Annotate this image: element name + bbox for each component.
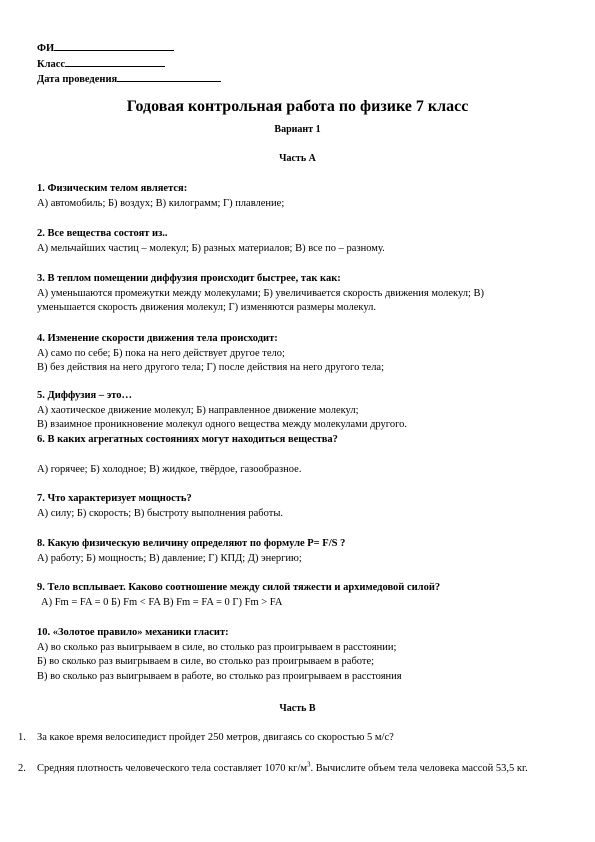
variant-label: Вариант 1 [274, 124, 321, 135]
answer-line: А) во сколько раз выигрываем в силе, во столько раз проигрываем в расстоянии; [37, 641, 397, 653]
question-6 [37, 433, 562, 477]
answer-line: А) мельчайших частиц – молекул; Б) разных материалов; В) все по – разному. [37, 242, 385, 254]
question-text: 2. Все вещества состоят из.. [37, 228, 168, 239]
task-text [37, 762, 547, 777]
question-text: 4. Изменение скорости движения тела происходит: [37, 333, 278, 344]
question-9 [37, 581, 562, 610]
question-10 [37, 626, 562, 684]
question-8 [37, 537, 562, 566]
answer-line: А) силу; Б) скорость; В) быстроту выполнения работы. [37, 507, 284, 519]
answer-line: А) хаотическое движение молекул; Б) направленное движение молекул; [37, 404, 359, 416]
answer-line: А) Fm = FA = 0 Б) Fm < FA В) Fm = FA = 0 Г) Fm > FA [41, 596, 283, 608]
task-text: За какое время велосипедист пройдет 250 метров, двигаясь со скоростью 5 м/с? [37, 732, 394, 743]
part-b-task-1 [18, 731, 558, 746]
question-3 [37, 272, 562, 316]
question-text: 9. Тело всплывает. Каково соотношение между силой тяжести и архимедовой силой? [37, 582, 441, 593]
question-text: 8. Какую физическую величину определяют по формуле P= F/S ? [37, 538, 346, 549]
question-text: 1. Физическим телом является: [37, 183, 188, 194]
answer-line: уменьшается скорость движения молекул; Г) изменяются размеры молекул. [37, 302, 377, 313]
part-b-heading: Часть В [279, 703, 316, 714]
class-label: Класс [37, 59, 66, 70]
answer-line: В) взаимное проникновение молекул одного вещества между молекулами другого. [37, 419, 407, 430]
answer-line: В) без действия на него другого тела; Г) после действия на него другого тела; [37, 362, 385, 373]
question-2 [37, 227, 562, 256]
name-blank [54, 40, 174, 51]
class-blank [65, 56, 165, 67]
answer-line: А) горячее; Б) холодное; В) жидкое, твёрдое, газообразное. [37, 463, 302, 475]
answer-line: А) работу; Б) мощность; В) давление; Г) КПД; Д) энергию; [37, 552, 302, 564]
superscript: 3 [307, 760, 311, 769]
question-text: 7. Что характеризует мощность? [37, 493, 192, 504]
answer-line: А) автомобиль; Б) воздух; В) килограмм; Г) плавление; [37, 197, 285, 209]
task-text-end: . Вычислите объем тела человека массой 53,5 кг. [310, 763, 528, 774]
question-7 [37, 492, 562, 521]
answer-line: Б) во сколько раз выигрываем в силе, во столько раз проигрываем в работе; [37, 656, 375, 667]
date-field [37, 71, 221, 85]
question-5 [37, 389, 562, 433]
part-b-task-2 [18, 762, 558, 777]
date-label: Дата проведения [37, 74, 118, 85]
date-blank [117, 71, 221, 82]
part-a-heading: Часть А [279, 153, 316, 164]
answer-line: В) во сколько раз выигрываем в работе, во столько раз проигрываем в расстояния [37, 670, 402, 682]
question-text: 5. Диффузия – это… [37, 390, 133, 401]
task-number: 1. [18, 732, 26, 743]
task-text-start: Средняя плотность человеческого тела составляет 1070 кг/м [37, 763, 308, 774]
answer-line: А) само по себе; Б) пока на него действует другое тело; [37, 347, 285, 359]
task-number: 2. [18, 763, 26, 774]
question-text: 3. В теплом помещении диффузия происходит быстрее, так как: [37, 273, 341, 284]
question-text: 6. В каких агрегатных состояниях могут находиться вещества? [37, 434, 338, 445]
question-1 [37, 182, 562, 211]
answer-line: А) уменьшаются промежутки между молекулами; Б) увеличивается скорость движения молекул; В) [37, 287, 485, 299]
question-text: 10. «Золотое правило» механики гласит: [37, 627, 229, 638]
class-field [37, 56, 165, 70]
page-title: Годовая контрольная работа по физике 7 класс [126, 98, 469, 115]
name-label: ФИ [37, 43, 55, 54]
name-field [37, 40, 174, 54]
question-4 [37, 332, 562, 376]
